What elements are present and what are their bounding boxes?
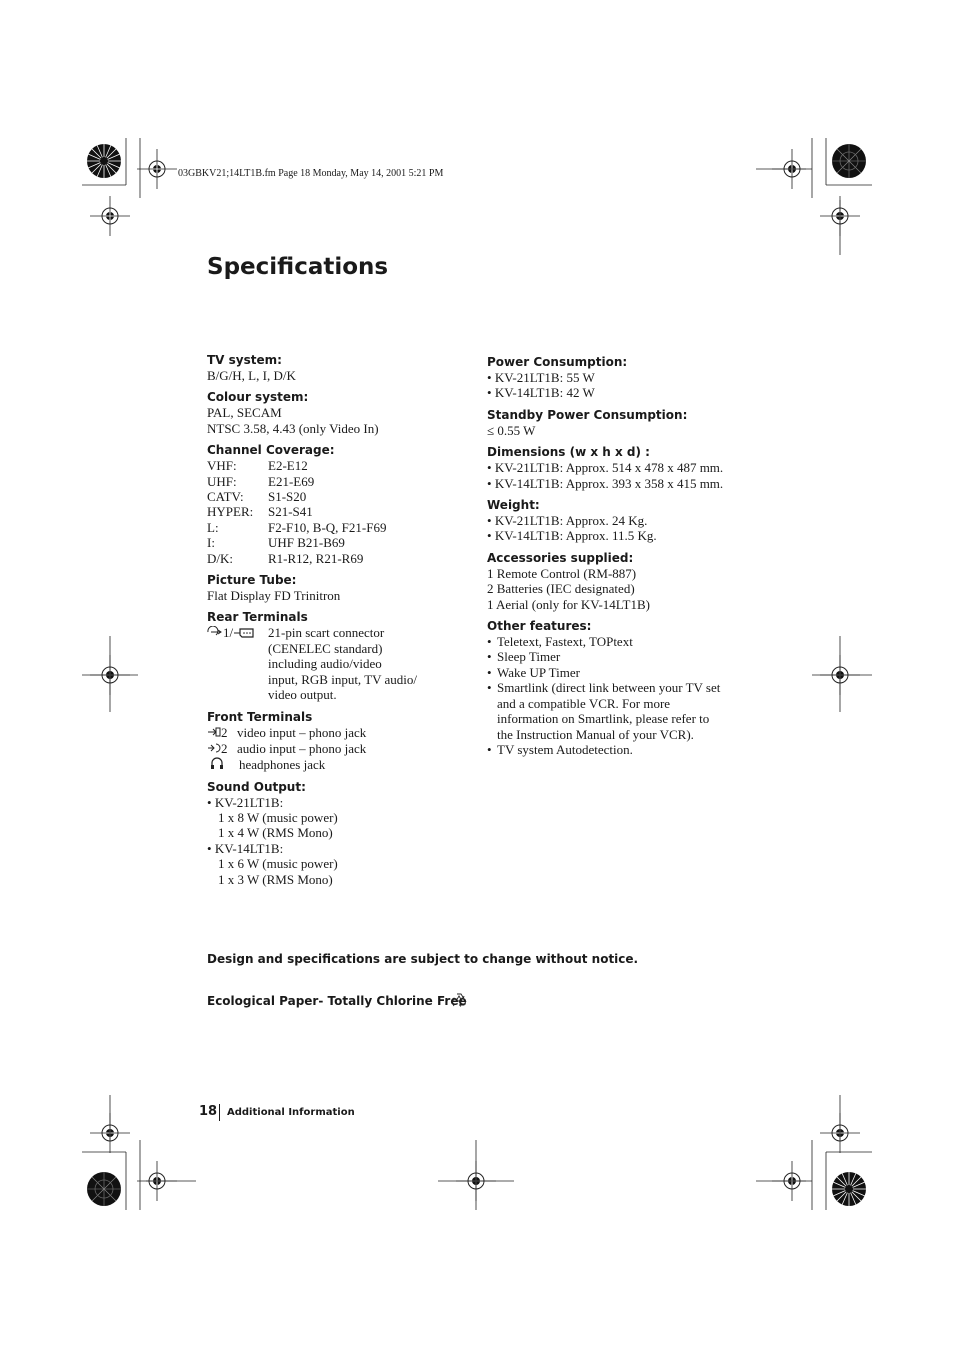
section-heading: Accessories supplied: <box>487 550 634 565</box>
spec-value: 1 x 6 W (music power) <box>218 856 338 872</box>
page-number: 18 <box>199 1104 218 1119</box>
text-line: (CENELEC standard) <box>268 640 383 656</box>
footer-divider <box>219 1104 220 1121</box>
headphones-icon <box>207 757 239 773</box>
picture-tube-section <box>207 573 477 603</box>
spec-value: 2 Batteries (IEC designated) <box>487 581 635 597</box>
list-item <box>487 370 757 385</box>
spec-value: B/G/H, L, I, D/K <box>207 368 296 383</box>
section-heading: TV system: <box>207 353 282 367</box>
spec-value: PAL, SECAM <box>207 405 282 421</box>
list-item <box>487 649 757 664</box>
section-heading: Power Consumption: <box>487 355 628 369</box>
channel-row <box>207 489 477 504</box>
weight-section <box>487 498 757 544</box>
audio-input-number: 2 <box>221 740 228 756</box>
sound-output-section <box>207 780 477 887</box>
bullet: • <box>487 664 492 680</box>
channel-row <box>207 504 477 519</box>
bullet: • <box>487 513 492 529</box>
left-column <box>207 353 477 894</box>
list-item-text: Sleep Timer <box>497 649 561 665</box>
rear-terminal-row <box>207 625 477 702</box>
spec-value: 1 Aerial (only for KV-14LT1B) <box>487 596 650 612</box>
bullet: • <box>487 528 492 544</box>
section-heading: Sound Output: <box>207 779 306 794</box>
video-input-text: video input – phono jack <box>237 724 367 740</box>
band-range: R1-R12, R21-R69 <box>268 550 364 566</box>
channel-coverage-section <box>207 443 477 566</box>
list-item-text: Wake UP Timer <box>497 664 580 680</box>
list-item-text: Teletext, Fastext, TOPtext <box>497 634 633 650</box>
text-line: Smartlink (direct link between your TV set <box>497 680 721 696</box>
standby-power-section <box>487 408 757 438</box>
recycle-icon <box>450 992 468 1010</box>
text-line: information on Smartlink, please refer to <box>497 711 710 727</box>
bullet: • <box>487 385 492 401</box>
section-heading: Colour system: <box>207 390 309 405</box>
list-item <box>487 476 757 491</box>
list-item <box>207 841 477 856</box>
text-line: video output. <box>268 687 337 703</box>
list-item-text: KV-21LT1B: 55 W <box>494 370 595 385</box>
list-item <box>487 634 757 649</box>
spec-value: 1 x 3 W (RMS Mono) <box>218 871 333 887</box>
power-consumption-section <box>487 355 757 401</box>
list-item <box>487 528 757 543</box>
front-video-row <box>207 725 477 741</box>
spec-value: Flat Display FD Trinitron <box>207 588 341 604</box>
list-item-text: KV-21LT1B: Approx. 24 Kg. <box>494 513 648 529</box>
front-terminals-section <box>207 710 477 773</box>
spec-value: 1 x 8 W (music power) <box>218 809 338 825</box>
bullet: • <box>487 649 492 665</box>
band-range: S1-S20 <box>268 489 307 505</box>
eco-paper-note: Ecological Paper- Totally Chlorine Free <box>207 994 467 1008</box>
right-column <box>487 355 757 764</box>
channel-row <box>207 474 477 489</box>
scart-number: 1/ <box>223 625 234 641</box>
scart-terminal-icon <box>207 625 268 702</box>
band-range: E21-E69 <box>268 473 315 489</box>
section-heading: Rear Terminals <box>207 610 308 625</box>
headphones-text: headphones jack <box>239 756 326 772</box>
spec-value: 1 x 4 W (RMS Mono) <box>218 825 333 841</box>
band-range: E2-E12 <box>268 458 308 474</box>
channel-row <box>207 458 477 473</box>
band-label: HYPER: <box>207 504 254 520</box>
list-item <box>487 665 757 680</box>
text-line: 21-pin scart connector <box>268 625 385 641</box>
video-input-number: 2 <box>221 724 228 740</box>
band-range: F2-F10, B-Q, F21-F69 <box>268 519 387 535</box>
input-arrow-icon <box>207 626 223 638</box>
bullet: • <box>487 741 492 757</box>
list-item <box>487 680 757 742</box>
model-name: KV-14LT1B: <box>214 840 284 856</box>
video-input-icon <box>207 725 237 741</box>
text-line: and a compatible VCR. For more <box>497 695 671 711</box>
text-line: including audio/video <box>268 656 382 672</box>
list-item <box>487 742 757 757</box>
spec-value: NTSC 3.58, 4.43 (only Video In) <box>207 420 379 436</box>
smartlink-text <box>497 680 742 742</box>
bullet: • <box>487 634 492 650</box>
page-title: Specifications <box>207 254 389 280</box>
model-name: KV-21LT1B: <box>214 794 284 810</box>
text-line: the Instruction Manual of your VCR). <box>497 726 694 742</box>
footer-section-title: Additional Information <box>227 1107 355 1118</box>
accessories-section <box>487 551 757 612</box>
list-item <box>487 460 757 475</box>
audio-input-text: audio input – phono jack <box>237 740 367 756</box>
section-heading: Picture Tube: <box>207 573 297 588</box>
rear-terminal-description <box>268 625 448 702</box>
band-label: L: <box>207 519 219 535</box>
band-range: S21-S41 <box>268 504 313 520</box>
rear-terminals-section <box>207 610 477 702</box>
list-item-text: KV-14LT1B: Approx. 393 x 358 x 415 mm. <box>494 475 724 491</box>
bullet: • <box>487 460 492 476</box>
section-heading: Channel Coverage: <box>207 443 335 458</box>
band-label: VHF: <box>207 458 237 474</box>
bullet: • <box>487 370 492 385</box>
file-header: 03GBKV21;14LT1B.fm Page 18 Monday, May 14, 2001 5:21 PM <box>178 168 444 179</box>
change-notice: Design and specifications are subject to change without notice. <box>207 952 639 966</box>
section-heading: Other features: <box>487 619 592 634</box>
section-heading: Weight: <box>487 498 540 513</box>
band-label: D/K: <box>207 550 233 566</box>
list-item-text: TV system Autodetection. <box>497 741 633 757</box>
audio-input-icon <box>207 741 237 757</box>
list-item <box>487 385 757 400</box>
front-audio-row <box>207 741 477 757</box>
band-label: I: <box>207 535 215 551</box>
spec-value: ≤ 0.55 W <box>487 422 536 438</box>
bullet: • <box>487 680 492 696</box>
spec-value: 1 Remote Control (RM-887) <box>487 565 637 581</box>
list-item-text: KV-21LT1B: Approx. 514 x 478 x 487 mm. <box>494 460 724 476</box>
dimensions-section <box>487 445 757 491</box>
channel-row <box>207 535 477 550</box>
scart-connector-icon <box>233 627 255 639</box>
channel-row <box>207 520 477 535</box>
section-heading: Standby Power Consumption: <box>487 407 688 422</box>
section-heading: Dimensions (w x h x d) : <box>487 445 650 460</box>
band-label: CATV: <box>207 489 244 505</box>
list-item-text: KV-14LT1B: Approx. 11.5 Kg. <box>494 528 657 544</box>
bullet: • <box>487 475 492 491</box>
list-item-text: KV-14LT1B: 42 W <box>494 385 595 401</box>
colour-system-section <box>207 390 477 436</box>
section-heading: Front Terminals <box>207 709 313 724</box>
tv-system-section <box>207 353 477 383</box>
band-label: UHF: <box>207 473 237 489</box>
front-headphones-row <box>207 757 477 773</box>
other-features-section <box>487 619 757 757</box>
text-line: input, RGB input, TV audio/ <box>268 671 418 687</box>
list-item <box>487 513 757 528</box>
channel-row <box>207 551 477 566</box>
band-range: UHF B21-B69 <box>268 535 345 551</box>
list-item <box>207 795 477 810</box>
bullet: • <box>207 840 212 856</box>
bullet: • <box>207 794 212 810</box>
